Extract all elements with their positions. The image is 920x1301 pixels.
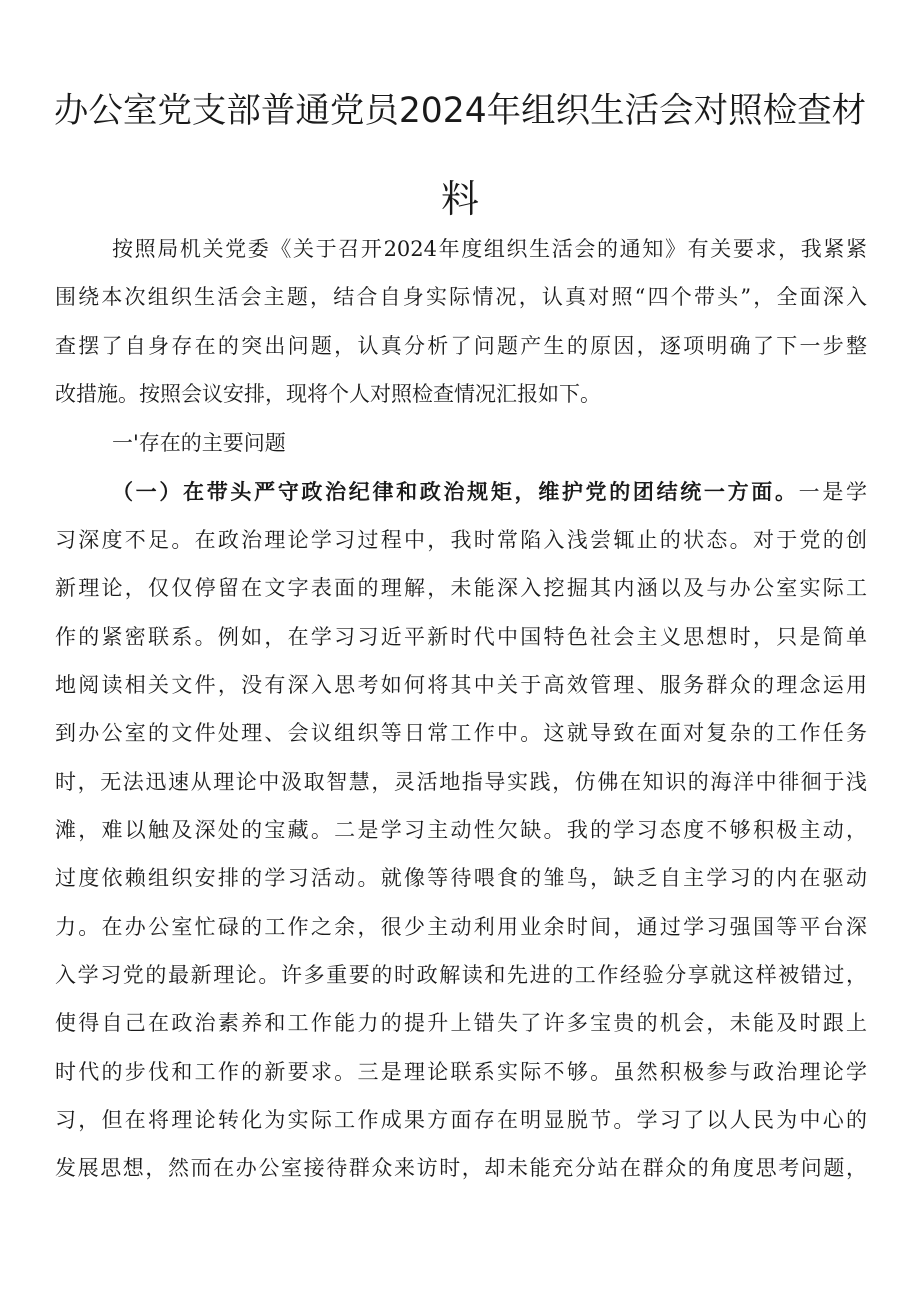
document-title-line-2: 料 [440,177,479,221]
intro-paragraph-line: 围绕本次组织生活会主题，结合自身实际情况，认真对照“四个带头”，全面深入 [55,285,867,309]
intro-paragraph-line: 按照局机关党委《关于召开2024年度组织生活会的通知》有关要求，我紧紧 [112,237,867,261]
body-line: 使得自己在政治素养和工作能力的提升上错失了许多宝贵的机会，未能及时跟上 [55,1011,867,1035]
body-line: 时，无法迅速从理论中汲取智慧，灵活地指导实践，仿佛在知识的海洋中徘徊于浅 [55,770,867,794]
intro-paragraph-line: 改措施。按照会议安排，现将个人对照检查情况汇报如下。 [55,382,601,406]
body-line: 新理论，仅仅停留在文字表面的理解，未能深入挖掘其内涵以及与办公室实际工 [55,576,867,600]
sub-heading-bold: （一）在带头严守政治纪律和政治规矩，维护党的团结统一方面。 [112,479,799,504]
body-line: 作的紧密联系。例如，在学习习近平新时代中国特色社会主义思想时，只是简单 [55,625,867,649]
body-line: 地阅读相关文件，没有深入思考如何将其中关于高效管理、服务群众的理念运用 [55,673,867,697]
sub-heading-rest: 一是学 [798,480,868,504]
body-line: 滩，难以触及深处的宝藏。二是学习主动性欠缺。我的学习态度不够积极主动， [55,818,867,842]
document-title-line-1: 办公室党支部普通党员2024年组织生活会对照检查材 [53,91,867,131]
section-heading: 一'存在的主要问题 [112,431,286,455]
body-line: 入学习党的最新理论。许多重要的时政解读和先进的工作经验分享就这样被错过， [55,963,867,987]
body-line: 发展思想，然而在办公室接待群众来访时，却未能充分站在群众的角度思考问题， [55,1156,867,1180]
body-line: 力。在办公室忙碌的工作之余，很少主动利用业余时间，通过学习强国等平台深 [55,915,867,939]
sub-heading-line [112,477,867,507]
body-line: 习，但在将理论转化为实际工作成果方面存在明显脱节。学习了以人民为中心的 [55,1108,867,1132]
intro-paragraph-line: 查摆了自身存在的突出问题，认真分析了问题产生的原因，逐项明确了下一步整 [55,334,867,358]
body-line: 习深度不足。在政治理论学习过程中，我时常陷入浅尝辄止的状态。对于党的创 [55,528,867,552]
body-line: 到办公室的文件处理、会议组织等日常工作中。这就导致在面对复杂的工作任务 [55,721,867,745]
body-line: 时代的步伐和工作的新要求。三是理论联系实际不够。虽然积极参与政治理论学 [55,1060,867,1084]
body-line: 过度依赖组织安排的学习活动。就像等待喂食的雏鸟，缺乏自主学习的内在驱动 [55,866,867,890]
